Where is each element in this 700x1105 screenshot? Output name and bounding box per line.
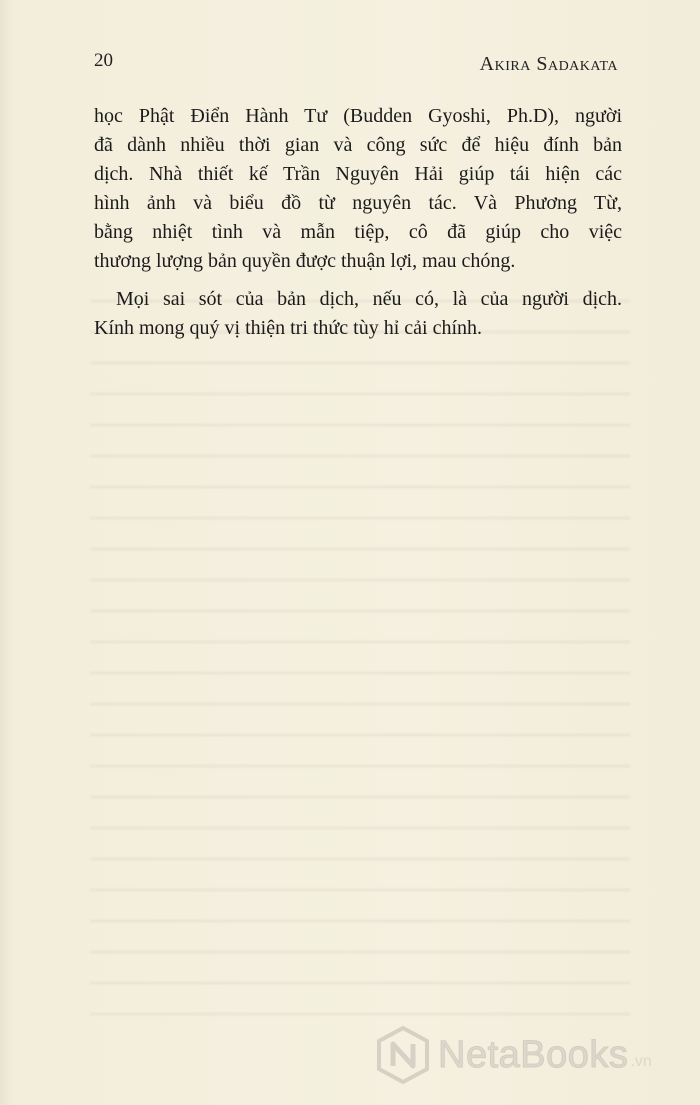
netabooks-logo-icon <box>376 1026 430 1084</box>
watermark-suffix: .vn <box>630 1053 652 1070</box>
page-number: 20 <box>94 50 113 71</box>
netabooks-watermark <box>376 1025 686 1085</box>
paragraph-acknowledgements <box>94 102 622 276</box>
watermark-brand: NetaBooks <box>438 1033 629 1076</box>
paragraph-errata <box>94 285 622 343</box>
text-line: học Phật Điển Hành Tư (Budden Gyoshi, Ph.D), người <box>94 105 622 127</box>
text-line: đã dành nhiều thời gian và công sức để hiệu đính bản <box>94 134 622 156</box>
text-line: dịch. Nhà thiết kế Trần Nguyên Hải giúp tái hiện các <box>94 163 622 185</box>
text-line: Kính mong quý vị thiện tri thức tùy hỉ cải chính. <box>94 317 483 339</box>
bleed-through-text <box>90 300 630 1020</box>
text-line: thương lượng bản quyền được thuận lợi, mau chóng. <box>94 250 516 272</box>
text-line: hình ảnh và biểu đồ từ nguyên tác. Và Phương Từ, <box>94 192 622 214</box>
body-text <box>94 102 622 343</box>
text-line: bằng nhiệt tình và mẫn tiệp, cô đã giúp cho việc <box>94 221 622 243</box>
text-line: Mọi sai sót của bản dịch, nếu có, là của người dịch. <box>116 288 622 310</box>
running-head-author: Akira Sadakata <box>479 53 618 75</box>
